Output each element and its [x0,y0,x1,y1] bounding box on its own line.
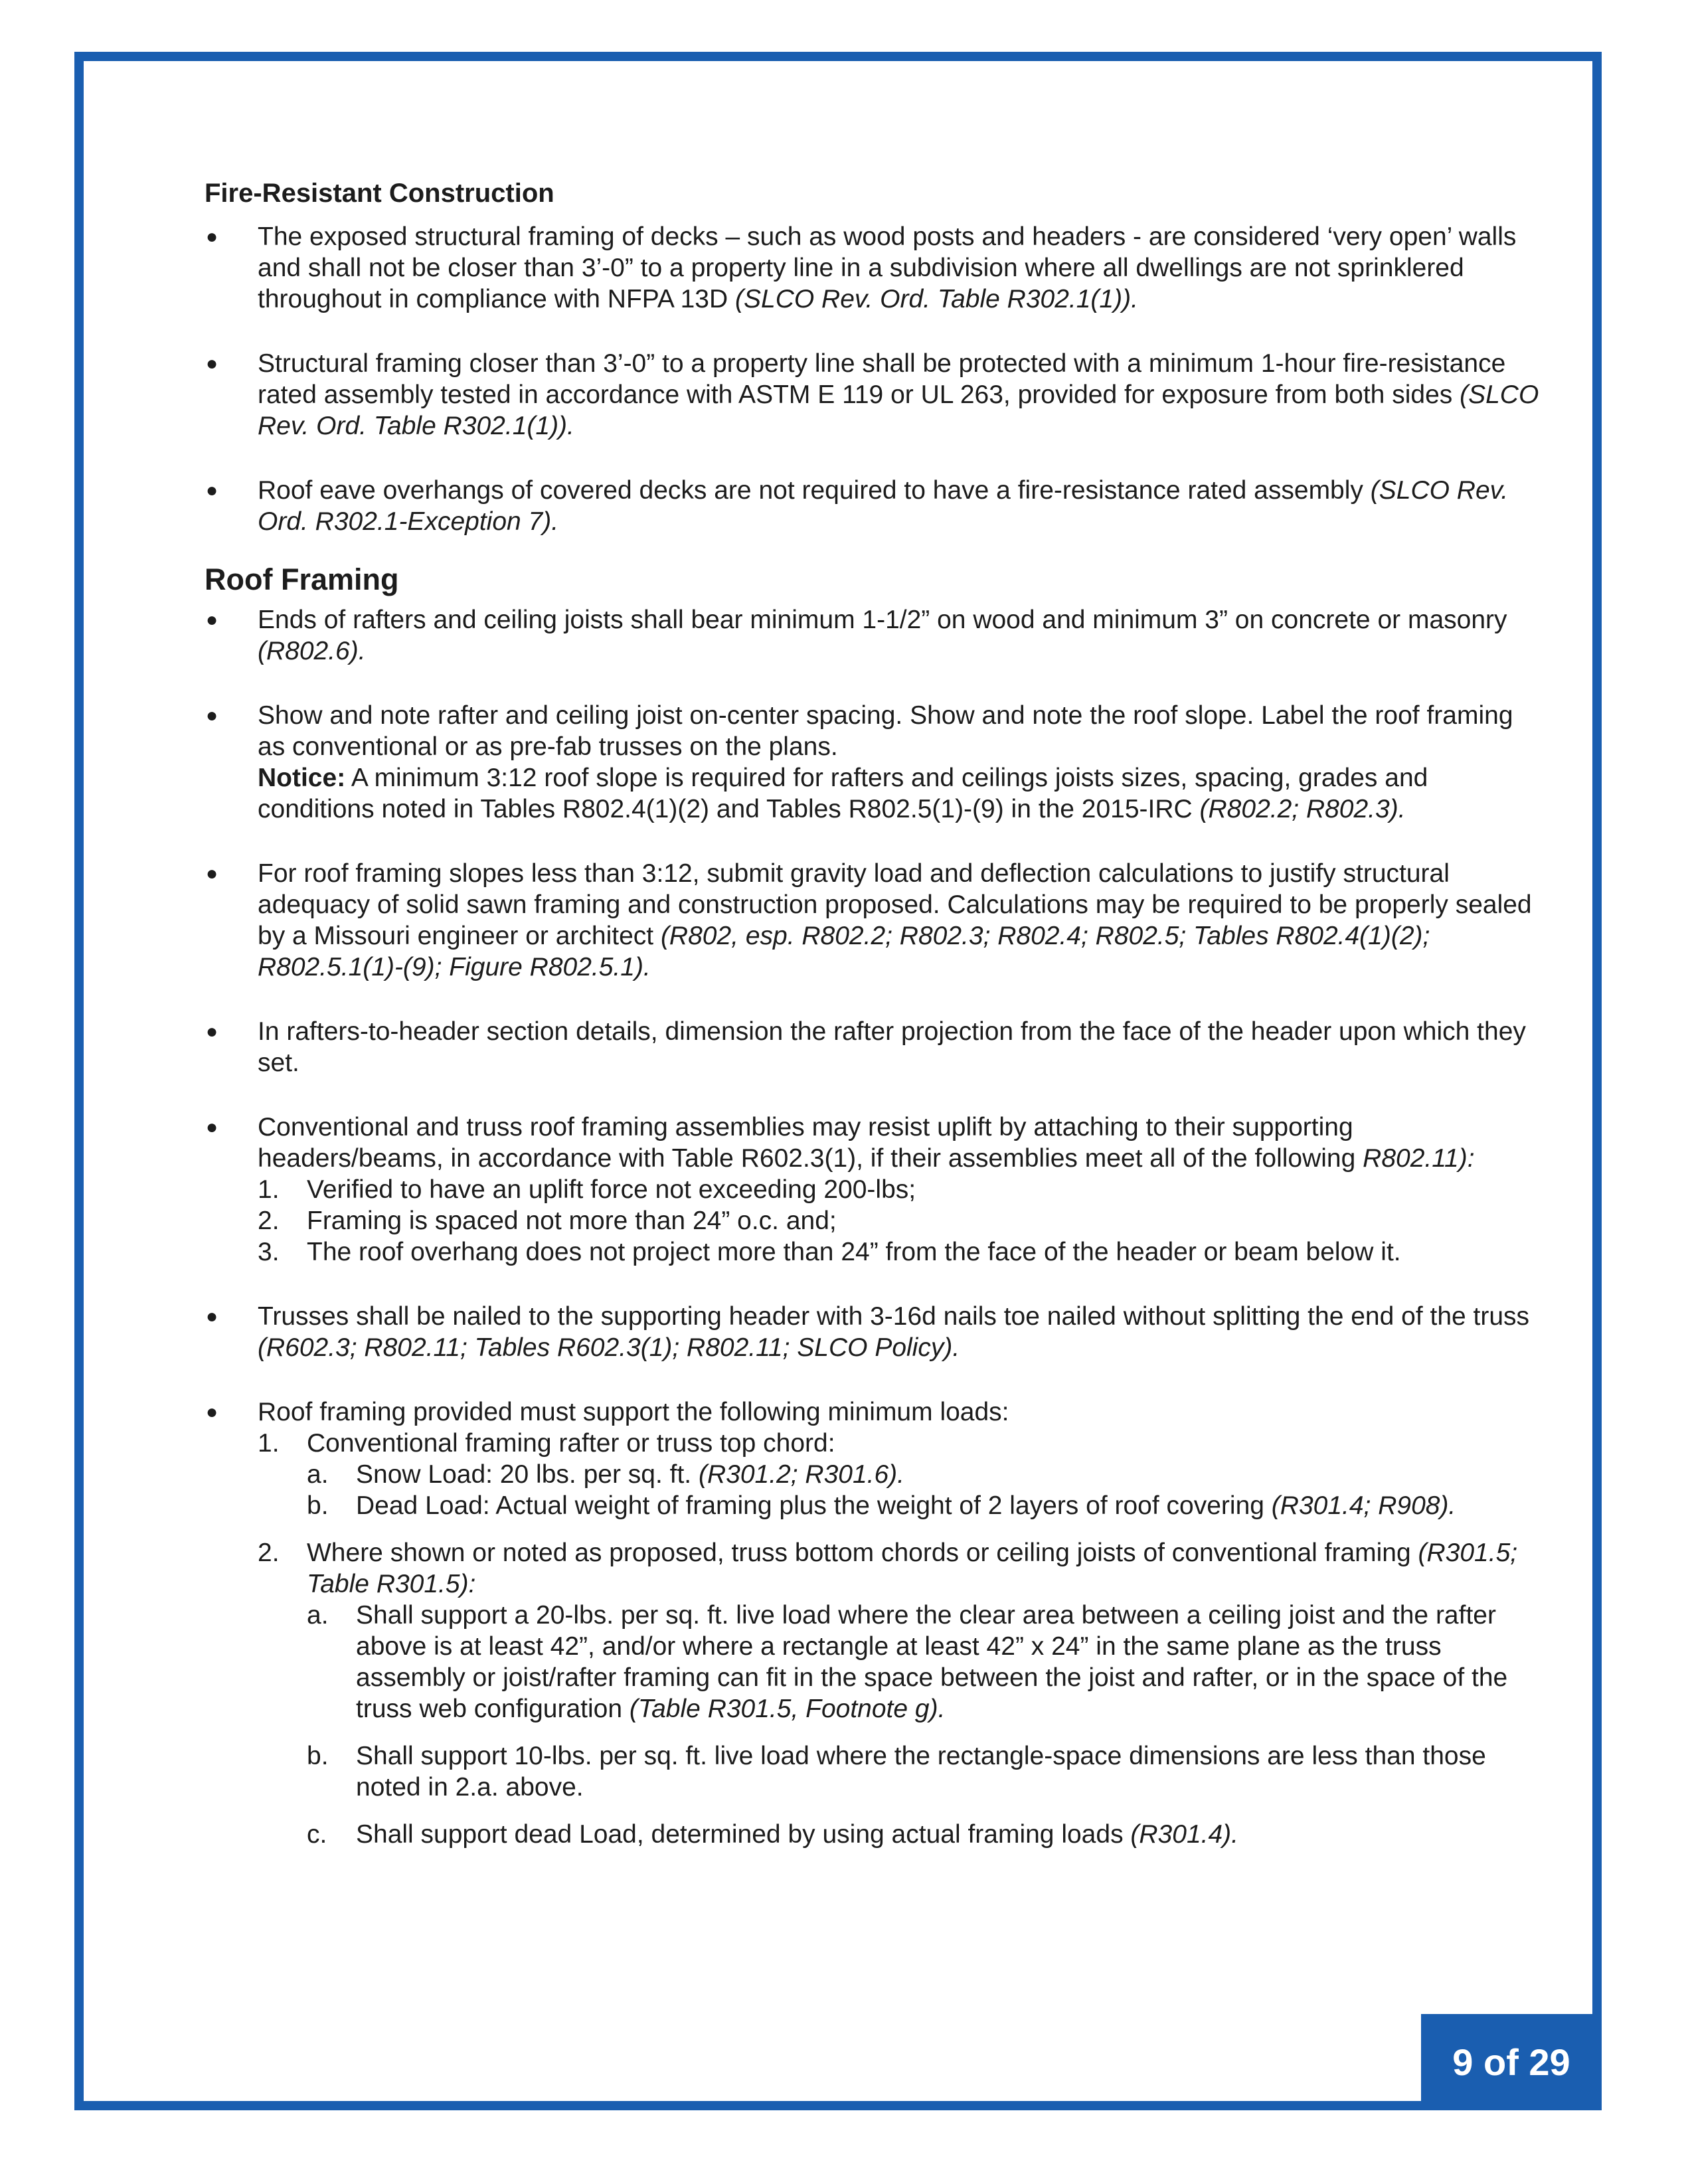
list-item: ● Roof eave overhangs of covered decks are not required to have a fire-resistance rated assembly (SLCO Rev. Ord. R302.1-Exception 7). [206,476,1509,536]
bullet-icon: ● [206,1116,218,1138]
list-item: 1. Conventional framing rafter or truss top chord: a. Snow Load: 20 lbs. per sq. ft. (R301.2; R301.6). b. Dead Load: Actual weight of framing plus the weight of 2 layers of roof covering (R301.4; R908). [258,1428,1546,1521]
list-item: ● In rafters-to-header section details, dimension the rafter projection from the face of the header upon which they set. [206,1017,1526,1077]
bullet-icon: ● [206,1401,218,1423]
list-item: ● Roof framing provided must support the following minimum loads: 1. Conventional framing rafter or truss top chord: a. Snow Load: 20 lbs. per sq. ft. (R301.2; R301.6). b. Dead Load: Actual weight of framing plus the weight of 2 layers of roof covering (R301.4; R908). 2. Where shown or noted as proposed, truss bottom chords or ceiling joists of conventional framing (R301.5; Table R301.5): a. Shall support a 20-lbs. per sq. ft. live load where the clear area between a ceiling joist and the rafter above is at least 42”, and/or where a rectangle at least 42” x 24” in the same plane as the truss assembly or joist/rafter framing can fit in the space between the joist and rafter, or in the space of the truss web configuration (Table R301.5, Footnote g). b. Shall support 10-lbs. per sq. ft. live load where the rectangle-space dimensions are less than those noted in 2.a. above. c. Shall support dead Load, determined by using actual framing loads (R301.4). [205,1396,1546,1850]
bullet-icon: ● [206,863,218,884]
list-item: ● Show and note rafter and ceiling joist on-center spacing. Show and note the roof slope. Label the roof framing as conventional or as pre-fab trusses on the plans. Notice: A minimum 3:12 roof slope is required for rafters and ceilings joists sizes, spacing, grades and conditions noted in Tables R802.4(1)(2) and Tables R802.5(1)-(9) in the 2015-IRC (R802.2; R802.3). [205,700,1546,825]
list-item: 2. Framing is spaced not more than 24” o.c. and; [258,1207,837,1235]
bullet-icon: ● [206,479,218,501]
list-item: ● Structural framing closer than 3’-0” to a property line shall be protected with a minimum 1-hour fire-resistance rated assembly tested in accordance with ASTM E 119 or UL 263, provided for exposure from both sides (SLCO Rev. Ord. Table R302.1(1)). [206,349,1539,440]
list-item: 3. The roof overhang does not project more than 24” from the face of the header or beam below it. [258,1238,1401,1266]
list-item: ● Conventional and truss roof framing assemblies may resist uplift by attaching to their supporting headers/beams, in accordance with Table R602.3(1), if their assemblies meet all of the following R802.11): 1. Verified to have an uplift force not exceeding 200-lbs; 2. Framing is spaced not more than 24” o.c. and; 3. The roof overhang does not project more than 24” from the face of the header or beam below it. [205,1112,1546,1268]
list-item: ● Ends of rafters and ceiling joists shall bear minimum 1-1/2” on wood and minimum 3” on concrete or masonry (R802.6). [206,606,1507,665]
section-heading-roof-framing: Roof Framing [205,562,399,596]
bullet-icon: ● [206,609,218,631]
roof-framing-list [205,604,1546,1850]
list-item: ● The exposed structural framing of decks – such as wood posts and headers - are considered ‘very open’ walls and shall not be closer than 3’-0” to a property line in a subdivision where all dwellings are not sprinklered throughout in compliance with NFPA 13D (SLCO Rev. Ord. Table R302.1(1)). [206,222,1517,313]
list-item: c. Shall support dead Load, determined by using actual framing loads (R301.4). [307,1820,1238,1849]
list-item: ● For roof framing slopes less than 3:12, submit gravity load and deflection calculations to justify structural adequacy of solid sawn framing and construction proposed. Calculations may be required to be properly sealed by a Missouri engineer or architect (R802, esp. R802.2; R802.3; R802.4; R802.5; Tables R802.4(1)(2); R802.5.1(1)-(9); Figure R802.5.1). [206,859,1532,981]
list-item: a. Shall support a 20-lbs. per sq. ft. live load where the clear area between a ceiling joist and the rafter above is at least 42”, and/or where a rectangle at least 42” x 24” in the same plane as the truss assembly or joist/rafter framing can fit in the space between the joist and rafter, or in the space of the truss web configuration (Table R301.5, Footnote g). [307,1601,1508,1723]
section-heading-fire-resistant: Fire-Resistant Construction [205,179,554,208]
notice-label: Notice: [258,764,346,792]
list-item: 2. Where shown or noted as proposed, truss bottom chords or ceiling joists of conventional framing (R301.5; Table R301.5): a. Shall support a 20-lbs. per sq. ft. live load where the clear area between a ceiling joist and the rafter above is at least 42”, and/or where a rectangle at least 42” x 24” in the same plane as the truss assembly or joist/rafter framing can fit in the space between the joist and rafter, or in the space of the truss web configuration (Table R301.5, Footnote g). b. Shall support 10-lbs. per sq. ft. live load where the rectangle-space dimensions are less than those noted in 2.a. above. c. Shall support dead Load, determined by using actual framing loads (R301.4). [258,1537,1546,1850]
fire-resistant-list [205,221,1546,537]
sub-list [307,1600,1546,1850]
list-item: ● Trusses shall be nailed to the supporting header with 3-16d nails toe nailed without splitting the end of the truss (R602.3; R802.11; Tables R602.3(1); R802.11; SLCO Policy). [206,1302,1530,1362]
sub-list [307,1459,1546,1521]
bullet-icon: ● [206,705,218,726]
bullet-icon: ● [206,1021,218,1043]
bullet-icon: ● [206,353,218,375]
list-item: 1. Verified to have an uplift force not exceeding 200-lbs; [258,1175,916,1204]
list-item: b. Shall support 10-lbs. per sq. ft. live load where the rectangle-space dimensions are less than those noted in 2.a. above. [307,1742,1486,1802]
list-item: a. Snow Load: 20 lbs. per sq. ft. (R301.2; R301.6). [307,1460,904,1489]
page-content [205,178,1546,1850]
bullet-icon: ● [206,226,218,248]
page-number-badge: 9 of 29 [1421,2014,1602,2110]
uplift-conditions-list [258,1174,1546,1268]
bullet-icon: ● [206,1305,218,1327]
notice-paragraph: Notice: A minimum 3:12 roof slope is required for rafters and ceilings joists sizes, spacing, grades and conditions noted in Tables R802.4(1)(2) and Tables R802.5(1)-(9) in the 2015-IRC (R802.2; R802.3). [258,764,1428,823]
minimum-loads-list [258,1428,1546,1850]
list-item: b. Dead Load: Actual weight of framing plus the weight of 2 layers of roof covering (R301.4; R908). [307,1491,1456,1520]
